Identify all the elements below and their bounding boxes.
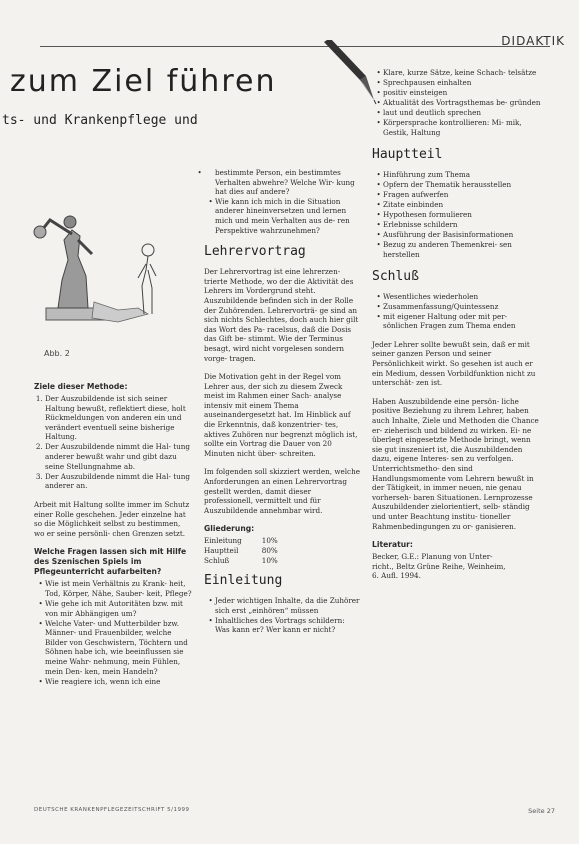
- heading-einleitung: Einleitung: [204, 573, 283, 589]
- reference-line: Becker, G.E.: Planung von Unter-: [372, 552, 493, 562]
- gliederung-table: [204, 536, 298, 565]
- table-row: [204, 546, 298, 556]
- heading-hauptteil: Hauptteil: [372, 146, 443, 162]
- literature-heading: Literatur:: [372, 540, 413, 550]
- list-item: • Wie ist mein Verhältnis zu Krank- heit, Tod, Körper, Nähe, Sauber- keit, Pflege?: [45, 579, 192, 598]
- schluss-list: [372, 292, 542, 331]
- table-row: [204, 536, 298, 546]
- list-item: • Körpersprache kontrollieren: Mi- mik, Gestik, Haltung: [383, 118, 542, 137]
- list-item: • Klare, kurze Sätze, keine Schach- telsätze: [383, 68, 542, 78]
- paragraph: Haben Auszubildende eine persön- liche positive Beziehung zu ihrem Lehrer, haben auch Inhalte, Ziele und Methoden die Chance er- zieherisch und bildend zu wirken. Ei- ne überlegt eingesetzte Methode bringt, wenn sie gut inszeniert ist, die Auszubildenden dazu, eigene Interes- sen zu verfolgen. Unterrichtsmetho- den sind Handlungsmomente vom Lehrern bewußt in der Tätigkeit, in immer neuen, nie genau vorherseh- baren Situationen. Lernprozesse Auszubildender zielorientiert, selb- ständig und unter Beachtung institu- tioneller Rahmenbedingungen zu or- ganisieren.: [372, 396, 539, 531]
- list-item: • Bezug zu anderen Themenkrei- sen herstellen: [383, 240, 542, 259]
- paragraph: Der Lehrervortrag ist eine lehrerzen- trierte Methode, wo der die Aktivität des Lehrers im Vordergrund steht. Auszubildende befinden sich in der Rolle der Zuhörenden. Lehrervorträ- ge sind an sich nichts Schlechtes, doch auch hier gilt das Wort des Pa- racelsus, daß die Dosis das Gift be- stimmt. Wie der Terminus besagt, wird nicht vorgelesen sondern vorge- tragen.: [204, 267, 359, 363]
- list-item: • Jeder wichtigen Inhalte, da die Zuhörer sich erst „einhören“ müssen: [215, 596, 360, 615]
- table-cell: 80%: [261, 546, 278, 555]
- heading-lehrervortrag: Lehrervortrag: [204, 244, 306, 260]
- hauptteil-list: [372, 170, 542, 260]
- questions-heading: Welche Fragen lassen sich mit Hilfe des Szenischen Spiels im Pflegeunterricht aufarbeiten?: [34, 547, 187, 577]
- goals-heading: Ziele dieser Methode:: [34, 382, 128, 391]
- column-left: [34, 382, 192, 695]
- column-right: [372, 68, 542, 581]
- paragraph: Im folgenden soll skizziert werden, welche Anforderungen an einen Lehrervortrag gestellt werden, damit dieser professionell, vermittelt und für Auszubildende annehmbar wird.: [204, 467, 360, 515]
- list-item: 1. Der Auszubildende ist sich seiner Haltung bewußt, reflektiert diese, holt Rückmeldungen von anderen ein und verändert eventuell seine bisherige Haltung.: [45, 394, 192, 442]
- list-item: • Zitate einbinden: [383, 200, 542, 210]
- questions-list: [34, 579, 192, 686]
- heading-schluss: Schluß: [372, 268, 419, 284]
- table-cell: 10%: [261, 555, 278, 565]
- paragraph: Die Motivation geht in der Regel vom Lehrer aus, der sich zu diesem Zweck meist im Rahmen einer Sach- analyse intensiv mit einem Thema auseinandergesetzt hat. Im Hinblick auf die Erkenntnis, daß konzentrier- tes, aktives Zuhören nur begrenzt möglich ist, sollte ein Vortrag die Dauer von 20 Minuten nicht über- schreiten.: [204, 372, 358, 458]
- continued-list-2: [204, 197, 360, 235]
- figure-caption: Abb. 2: [44, 349, 70, 358]
- header-rule: [40, 46, 550, 47]
- table-cell: Einleitung: [204, 536, 242, 546]
- continued-list: [204, 168, 360, 197]
- list-item: • Zusammenfassung/Quintessenz: [383, 302, 542, 312]
- list-item: 2. Der Auszubildende nimmt die Hal- tung anderer bewußt wahr und gibt dazu seine Stellungnahme ab.: [45, 442, 192, 471]
- figure-illustration: [28, 190, 178, 340]
- section-label: DIDAKTIK: [501, 34, 565, 48]
- table-row: [204, 556, 298, 566]
- column-middle: [204, 168, 360, 644]
- footer-page-number: Seite 27: [528, 807, 555, 815]
- list-item: • Opfern der Thematik herausstellen: [383, 180, 542, 190]
- list-item: • Erlebnisse schildern: [383, 220, 542, 230]
- list-item: • Inhaltliches des Vortrags schildern: Was kann er? Wer kann er nicht?: [215, 616, 360, 635]
- list-item: • Wie gehe ich mit Autoritäten bzw. mit von mir Abhängigen um?: [45, 599, 192, 618]
- table-cell: 10%: [261, 536, 278, 546]
- list-item: • Hinführung zum Thema: [383, 170, 542, 180]
- list-item: • Aktualität des Vortragsthemas be- gründen: [383, 98, 542, 108]
- list-item: • Wesentliches wiederholen: [383, 292, 542, 302]
- goals-list: [34, 394, 192, 491]
- paragraph: Arbeit mit Haltung sollte immer im Schutz einer Rolle geschehen. Jeder einzelne hat so die Möglichkeit selbst zu bestimmen, wo er seine persönli- chen Grenzen setzt.: [34, 499, 190, 538]
- reference-line: richt., Beltz Grüne Reihe, Weinheim,: [372, 561, 506, 571]
- literature-reference: [372, 552, 542, 581]
- fountain-pen-illustration: [320, 40, 380, 110]
- list-item: • positiv einsteigen: [383, 88, 542, 98]
- list-item: 3. Der Auszubildende nimmt die Hal- tung anderer an.: [45, 472, 192, 491]
- list-item: • Welche Vater- und Mutterbilder bzw. Männer- und Frauenbilder, welche Bilder von Geschwistern, Töchtern und Söhnen habe ich, wie beeinflussen sie meine Wahr- nehmung, mein Fühlen, mein Den- ken, mein Handeln?: [45, 619, 192, 677]
- list-item: • Fragen aufwerfen: [383, 190, 542, 200]
- list-item: • Wie kann ich mich in die Situation anderer hineinversetzen und lernen mich und mein Verhalten aus de- ren Perspektive wahrzunehmen?: [215, 197, 360, 235]
- reference-line: 6. Aufl. 1994.: [372, 571, 421, 581]
- footer-journal: DEUTSCHE KRANKENPFLEGEZEITSCHRIFT 5/1999: [34, 807, 190, 813]
- einleitung-list: [204, 596, 360, 635]
- table-cell: Hauptteil: [204, 546, 239, 555]
- article-title: zum Ziel führen: [10, 64, 277, 99]
- list-item: • laut und deutlich sprechen: [383, 108, 542, 118]
- list-item: • mit eigener Haltung oder mit per- sönlichen Fragen zum Thema enden: [383, 312, 542, 331]
- table-cell: Schluß: [204, 555, 230, 565]
- list-item: • Wie reagiere ich, wenn ich eine: [45, 677, 192, 687]
- list-item: • Sprechpausen einhalten: [383, 78, 542, 88]
- list-item: • Ausführung der Basisinformationen: [383, 230, 542, 240]
- article-subtitle: ts- und Krankenpflege und: [2, 113, 198, 128]
- list-item: • Hypothesen formulieren: [383, 210, 542, 220]
- paragraph: Jeder Lehrer sollte bewußt sein, daß er mit seiner ganzen Person und seiner Persönlichkeit wirkt. So gesehen ist auch er ein Medium, dessen Vorbildfunktion nicht zu unterschät- zen ist.: [372, 339, 536, 388]
- list-item: bestimmte Person, ein bestimmtes Verhalten abwehre? Welche Wir- kung hat dies auf andere?: [215, 168, 355, 197]
- gliederung-heading: Gliederung:: [204, 524, 255, 534]
- top-list: [372, 68, 542, 138]
